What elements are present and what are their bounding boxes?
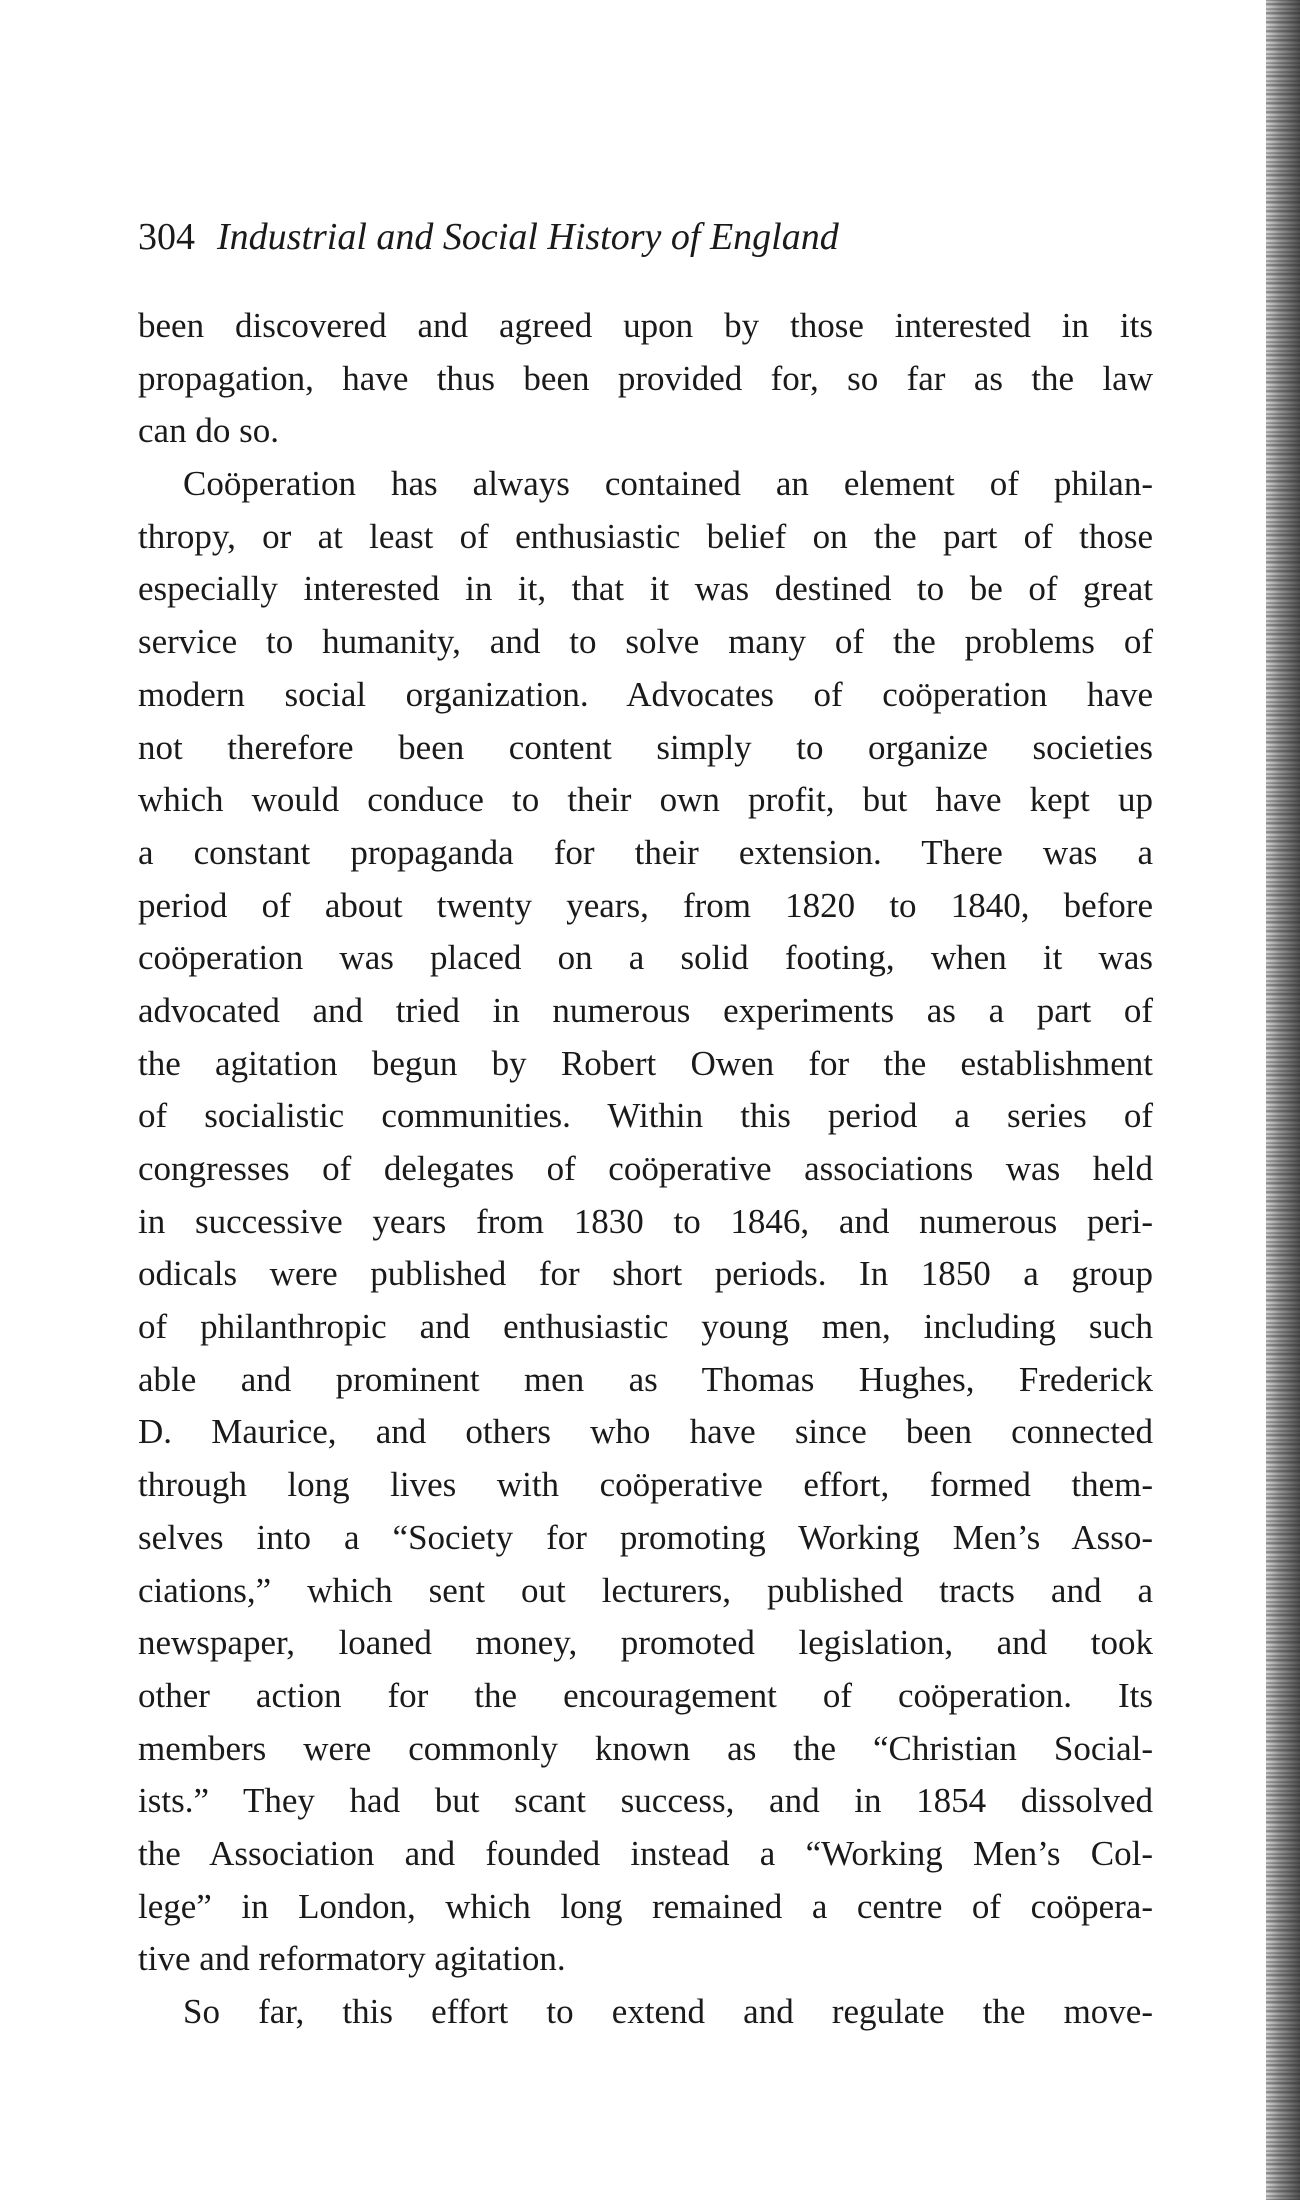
text-line: So far, this effort to extend and regulate the move- bbox=[183, 1992, 1153, 2031]
text-line: period of about twenty years, from 1820 to 1840, before bbox=[138, 885, 1153, 925]
text-line: of philanthropic and enthusiastic young men, including such bbox=[138, 1307, 1153, 1347]
text-line: the Association and founded instead a “Working Men’s Col- bbox=[138, 1833, 1153, 1873]
text-line: able and prominent men as Thomas Hughes, Frederick bbox=[138, 1359, 1153, 1399]
text-line: can do so. bbox=[138, 411, 279, 451]
page-number: 304 bbox=[138, 216, 195, 258]
text-line: tive and reformatory agitation. bbox=[138, 1939, 566, 1979]
text-line: not therefore been content simply to organize societies bbox=[138, 727, 1153, 767]
running-head bbox=[138, 212, 1138, 262]
text-line: which would conduce to their own profit, but have kept up bbox=[138, 780, 1153, 820]
running-head-title: Industrial and Social History of England bbox=[217, 216, 839, 258]
text-line: service to humanity, and to solve many of the problems of bbox=[138, 622, 1153, 662]
text-line: in successive years from 1830 to 1846, and numerous peri- bbox=[138, 1201, 1153, 1241]
text-line: the agitation begun by Robert Owen for the establishment bbox=[138, 1043, 1153, 1083]
text-line: Coöperation has always contained an element of philan- bbox=[183, 464, 1153, 504]
text-line: modern social organization. Advocates of coöperation have bbox=[138, 674, 1153, 714]
paragraph bbox=[138, 1986, 1153, 2039]
text-line: of socialistic communities. Within this period a series of bbox=[138, 1096, 1153, 1136]
text-line: especially interested in it, that it was destined to be of great bbox=[138, 569, 1153, 609]
body-text bbox=[138, 300, 1153, 2039]
text-line: ists.” They had but scant success, and in 1854 dissolved bbox=[138, 1781, 1153, 1821]
text-line: odicals were published for short periods. In 1850 a group bbox=[138, 1254, 1153, 1294]
text-line: lege” in London, which long remained a centre of coöpera- bbox=[138, 1886, 1153, 1926]
text-line: D. Maurice, and others who have since been connected bbox=[138, 1412, 1153, 1452]
text-line: members were commonly known as the “Christian Social- bbox=[138, 1728, 1153, 1768]
scanned-page-edge bbox=[1266, 0, 1300, 2200]
text-line: coöperation was placed on a solid footing, when it was bbox=[138, 938, 1153, 978]
text-line: other action for the encouragement of coöperation. Its bbox=[138, 1675, 1153, 1715]
text-line: ciations,” which sent out lecturers, published tracts and a bbox=[138, 1570, 1153, 1610]
text-line: a constant propaganda for their extension. There was a bbox=[138, 832, 1153, 872]
text-line: propagation, have thus been provided for, so far as the law bbox=[138, 358, 1153, 398]
text-line: through long lives with coöperative effort, formed them- bbox=[138, 1465, 1153, 1505]
paragraph bbox=[138, 458, 1153, 1986]
text-line: advocated and tried in numerous experiments as a part of bbox=[138, 990, 1153, 1030]
text-line: been discovered and agreed upon by those interested in its bbox=[138, 306, 1153, 345]
text-line: thropy, or at least of enthusiastic belief on the part of those bbox=[138, 516, 1153, 556]
paragraph bbox=[138, 300, 1153, 458]
text-line: congresses of delegates of coöperative associations was held bbox=[138, 1149, 1153, 1188]
text-line: newspaper, loaned money, promoted legislation, and took bbox=[138, 1623, 1153, 1663]
text-line: selves into a “Society for promoting Working Men’s Asso- bbox=[138, 1517, 1153, 1557]
